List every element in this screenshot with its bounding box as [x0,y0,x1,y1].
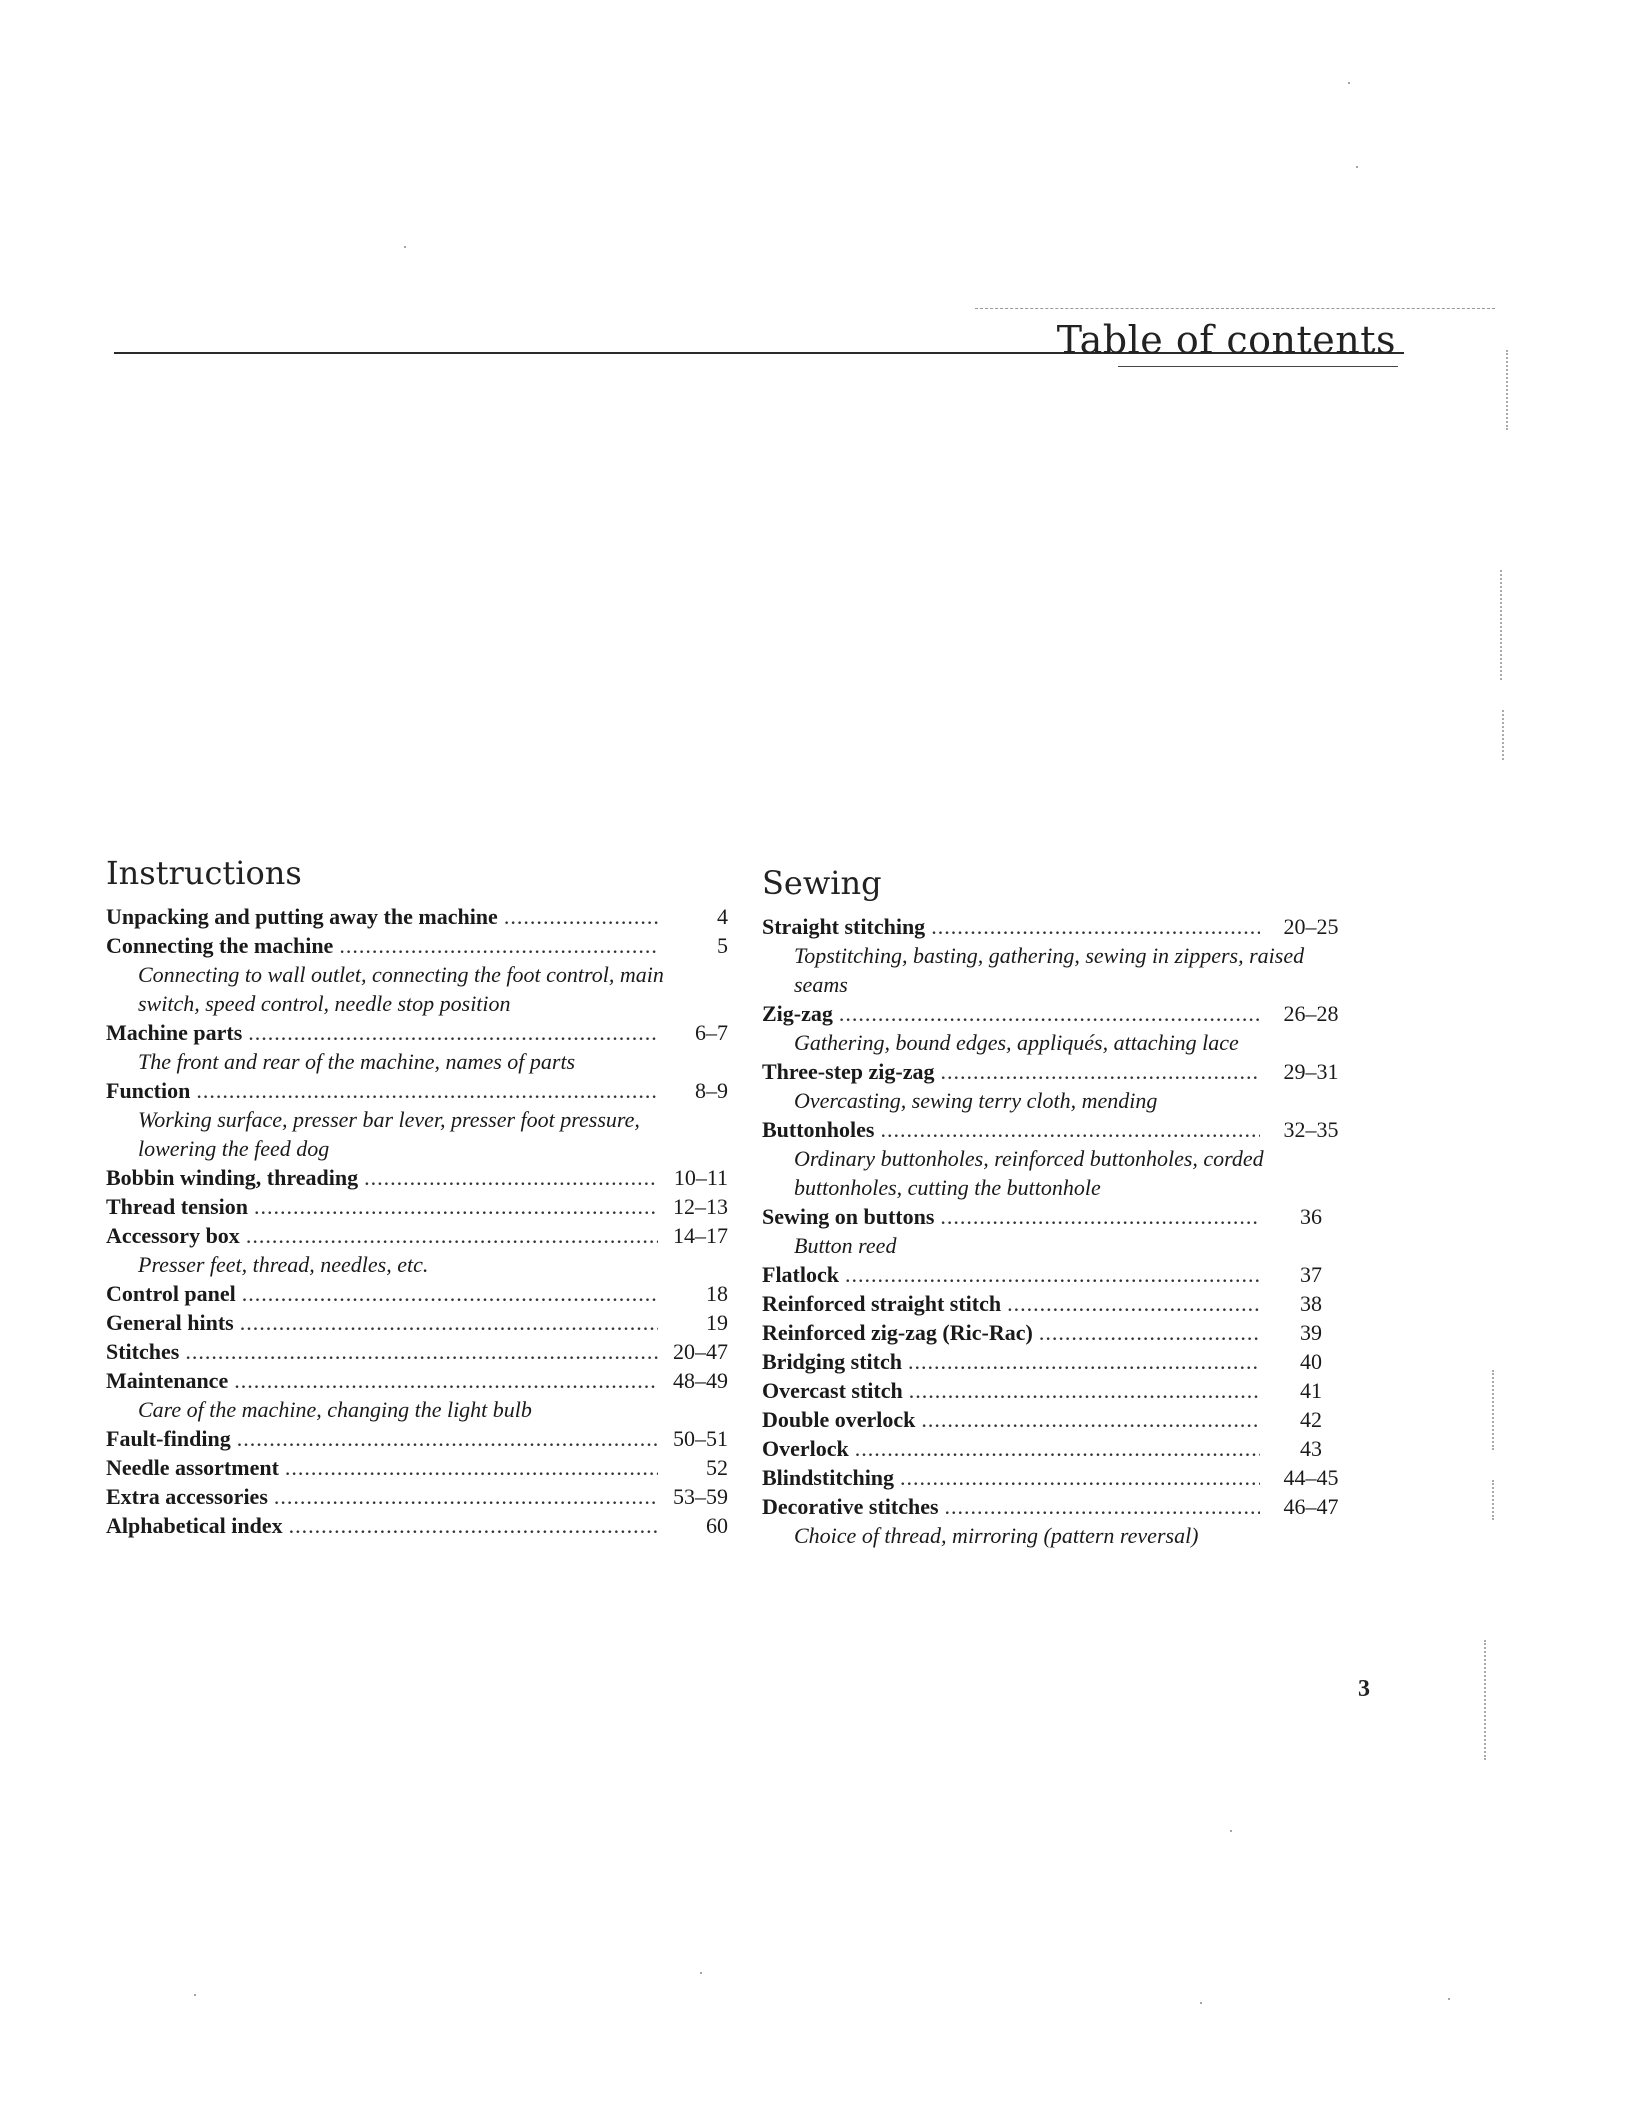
scan-speck [1448,1998,1450,2000]
toc-entry-title: Maintenance [106,1368,229,1393]
toc-entry [762,1347,1356,1376]
toc-entry-title: Reinforced straight stitch [762,1291,1002,1316]
toc-entry-line [106,1424,728,1453]
scan-speck [700,1972,702,1974]
toc-entry [762,1463,1356,1492]
toc-entry-line [106,1366,728,1395]
toc-entry [762,1260,1356,1289]
dot-leader [339,931,658,960]
toc-entry [106,1424,728,1453]
toc-entry-title: Function [106,1078,191,1103]
scan-speck [404,246,406,248]
instructions-heading: Instructions [106,854,302,892]
dot-leader [909,1376,1260,1405]
toc-entry-line [106,1018,728,1047]
toc-entry-page: 39 [1300,1320,1322,1345]
toc-entry-title: Stitches [106,1339,180,1364]
toc-entry-description: Overcasting, sewing terry cloth, mending [794,1088,1158,1113]
sewing-section [762,864,1356,1550]
toc-entry-title: Unpacking and putting away the machine [106,904,498,929]
instructions-section [106,854,728,1540]
toc-entry-line [762,1260,1356,1289]
toc-entry-description: Topstitching, basting, gathering, sewing in zippers, raised seams [794,943,1305,997]
toc-entry [762,1405,1356,1434]
scan-dots [1500,570,1502,680]
scan-speck [1356,166,1358,168]
toc-entry-page: 41 [1300,1378,1322,1403]
toc-entry-page: 4 [717,904,728,929]
dot-leader [855,1434,1260,1463]
toc-entry [106,1279,728,1308]
toc-entry-title: Three-step zig-zag [762,1059,935,1084]
toc-entry-title: Overcast stitch [762,1378,903,1403]
toc-entry-line [106,902,728,931]
toc-entry-title: Control panel [106,1281,236,1306]
title-underline [1118,366,1398,367]
toc-entry-page: 40 [1300,1349,1322,1374]
toc-entry-title: Bridging stitch [762,1349,902,1374]
toc-entry-description: Button reed [794,1233,897,1258]
dot-leader [246,1221,658,1250]
toc-entry-title: Zig-zag [762,1001,833,1026]
toc-entry-title: Machine parts [106,1020,243,1045]
toc-entry-title: Extra accessories [106,1484,268,1509]
toc-entry-line [762,1492,1356,1521]
toc-entry-page: 26–28 [1283,1001,1339,1026]
dot-leader [845,1260,1260,1289]
scan-speck [1348,82,1350,84]
toc-entry-title: Reinforced zig-zag (Ric-Rac) [762,1320,1033,1345]
toc-entry-line [762,1115,1356,1144]
toc-entry-page: 37 [1300,1262,1322,1287]
toc-entry-line [106,1337,728,1366]
toc-entry-page: 5 [717,933,728,958]
toc-entry-title: Sewing on buttons [762,1204,935,1229]
toc-entry-description: Gathering, bound edges, appliqués, attaching lace [794,1030,1239,1055]
toc-entry-line [106,1511,728,1540]
toc-entry-description: Care of the machine, changing the light bulb [138,1397,532,1422]
toc-entry-line [762,1463,1356,1492]
dot-leader [1039,1318,1260,1347]
toc-entry-title: Needle assortment [106,1455,279,1480]
toc-entry-page: 46–47 [1283,1494,1339,1519]
toc-entry-line [762,1434,1356,1463]
toc-entry-line [106,1482,728,1511]
page-title: Table of contents [1056,318,1396,362]
toc-entry-line [106,1221,728,1250]
toc-entry [106,902,728,931]
dot-leader [941,1057,1261,1086]
scan-dots [1492,1480,1494,1520]
toc-entry-page: 44–45 [1283,1465,1339,1490]
dot-leader [274,1482,658,1511]
toc-entry-line [106,1192,728,1221]
toc-entry [106,931,728,1018]
dot-leader [1007,1289,1260,1318]
toc-entry-line [106,1308,728,1337]
toc-entry [762,1289,1356,1318]
toc-entry-line [762,1057,1356,1086]
toc-entry [762,912,1356,999]
scan-artifact-line [975,308,1495,309]
toc-entry [106,1192,728,1221]
toc-entry [106,1308,728,1337]
dot-leader [185,1337,658,1366]
dot-leader [945,1492,1260,1521]
instructions-list [106,902,728,1540]
toc-entry-title: Straight stitching [762,914,926,939]
toc-entry-page: 20–25 [1283,914,1339,939]
scan-dots [1502,710,1504,760]
dot-leader [196,1076,658,1105]
sewing-list [762,912,1356,1550]
toc-entry-page: 8–9 [695,1078,728,1103]
toc-entry [106,1337,728,1366]
dot-leader [839,999,1260,1028]
toc-entry-description: Connecting to wall outlet, connecting the foot control, main switch, speed control, needle stop position [138,962,664,1016]
toc-entry [762,1434,1356,1463]
toc-entry-line [762,1202,1356,1231]
dot-leader [248,1018,658,1047]
toc-entry-title: Connecting the machine [106,933,334,958]
toc-entry-page: 36 [1300,1204,1322,1229]
toc-entry-page: 52 [706,1455,728,1480]
toc-entry-page: 6–7 [695,1020,728,1045]
toc-entry-line [106,1453,728,1482]
toc-entry-title: Thread tension [106,1194,249,1219]
toc-entry-title: Accessory box [106,1223,240,1248]
toc-entry [106,1366,728,1424]
toc-entry-description: Ordinary buttonholes, reinforced buttonholes, corded buttonholes, cutting the buttonhole [794,1146,1264,1200]
toc-entry [762,999,1356,1057]
dot-leader [240,1308,658,1337]
toc-entry-title: Overlock [762,1436,849,1461]
toc-entry-line [762,1347,1356,1376]
toc-entry [106,1482,728,1511]
dot-leader [908,1347,1260,1376]
dot-leader [364,1163,658,1192]
scan-dots [1492,1370,1494,1450]
toc-entry-description: Working surface, presser bar lever, presser foot pressure, lowering the feed dog [138,1107,640,1161]
dot-leader [242,1279,658,1308]
toc-entry [106,1453,728,1482]
toc-entry-line [106,1076,728,1105]
dot-leader [289,1511,658,1540]
toc-entry-line [762,1289,1356,1318]
toc-entry-title: Blindstitching [762,1465,895,1490]
toc-entry [106,1018,728,1076]
toc-entry-title: General hints [106,1310,234,1335]
dot-leader [234,1366,658,1395]
toc-entry [106,1221,728,1279]
toc-entry-page: 43 [1300,1436,1322,1461]
dot-leader [931,912,1260,941]
toc-entry [106,1163,728,1192]
toc-entry-line [762,999,1356,1028]
dot-leader [237,1424,658,1453]
dot-leader [940,1202,1260,1231]
toc-entry-line [106,1163,728,1192]
toc-entry-page: 10–11 [673,1165,728,1190]
scan-dots [1506,350,1508,430]
toc-entry-description: The front and rear of the machine, names of parts [138,1049,576,1074]
toc-entry-title: Decorative stitches [762,1494,939,1519]
dot-leader [921,1405,1260,1434]
dot-leader [900,1463,1260,1492]
dot-leader [504,902,658,931]
toc-entry-line [762,1405,1356,1434]
toc-entry-title: Fault-finding [106,1426,231,1451]
toc-entry-description: Choice of thread, mirroring (pattern reversal) [794,1523,1199,1548]
toc-entry-page: 12–13 [673,1194,728,1219]
toc-entry-line [106,931,728,960]
toc-entry-page: 19 [706,1310,728,1335]
toc-entry-page: 38 [1300,1291,1322,1316]
toc-entry-page: 18 [706,1281,728,1306]
toc-entry-page: 20–47 [673,1339,728,1364]
toc-entry-description: Presser feet, thread, needles, etc. [138,1252,429,1277]
scan-speck [194,1994,196,1996]
toc-entry-title: Alphabetical index [106,1513,283,1538]
toc-entry-title: Buttonholes [762,1117,875,1142]
toc-entry [762,1115,1356,1202]
scan-speck [1200,2002,1202,2004]
toc-entry [762,1318,1356,1347]
toc-entry-page: 42 [1300,1407,1322,1432]
toc-entry-line [762,1318,1356,1347]
toc-entry [762,1492,1356,1550]
toc-entry-line [106,1279,728,1308]
toc-entry-page: 48–49 [673,1368,728,1393]
scan-dots [1484,1640,1486,1760]
toc-entry [762,1057,1356,1115]
toc-entry [106,1511,728,1540]
page-number: 3 [1358,1676,1370,1702]
toc-entry-page: 14–17 [673,1223,728,1248]
toc-entry-title: Bobbin winding, threading [106,1165,359,1190]
toc-entry [762,1202,1356,1260]
toc-entry-title: Double overlock [762,1407,916,1432]
toc-entry-page: 32–35 [1283,1117,1339,1142]
scan-speck [1230,1830,1232,1832]
toc-entry-line [762,912,1356,941]
toc-entry [106,1076,728,1163]
toc-entry-page: 29–31 [1283,1059,1339,1084]
toc-entry-title: Flatlock [762,1262,839,1287]
sewing-heading: Sewing [762,864,882,902]
toc-entry-line [762,1376,1356,1405]
toc-entry-page: 50–51 [673,1426,728,1451]
dot-leader [285,1453,658,1482]
toc-entry [762,1376,1356,1405]
dot-leader [254,1192,658,1221]
toc-entry-page: 60 [706,1513,728,1538]
dot-leader [880,1115,1260,1144]
toc-entry-page: 53–59 [673,1484,728,1509]
